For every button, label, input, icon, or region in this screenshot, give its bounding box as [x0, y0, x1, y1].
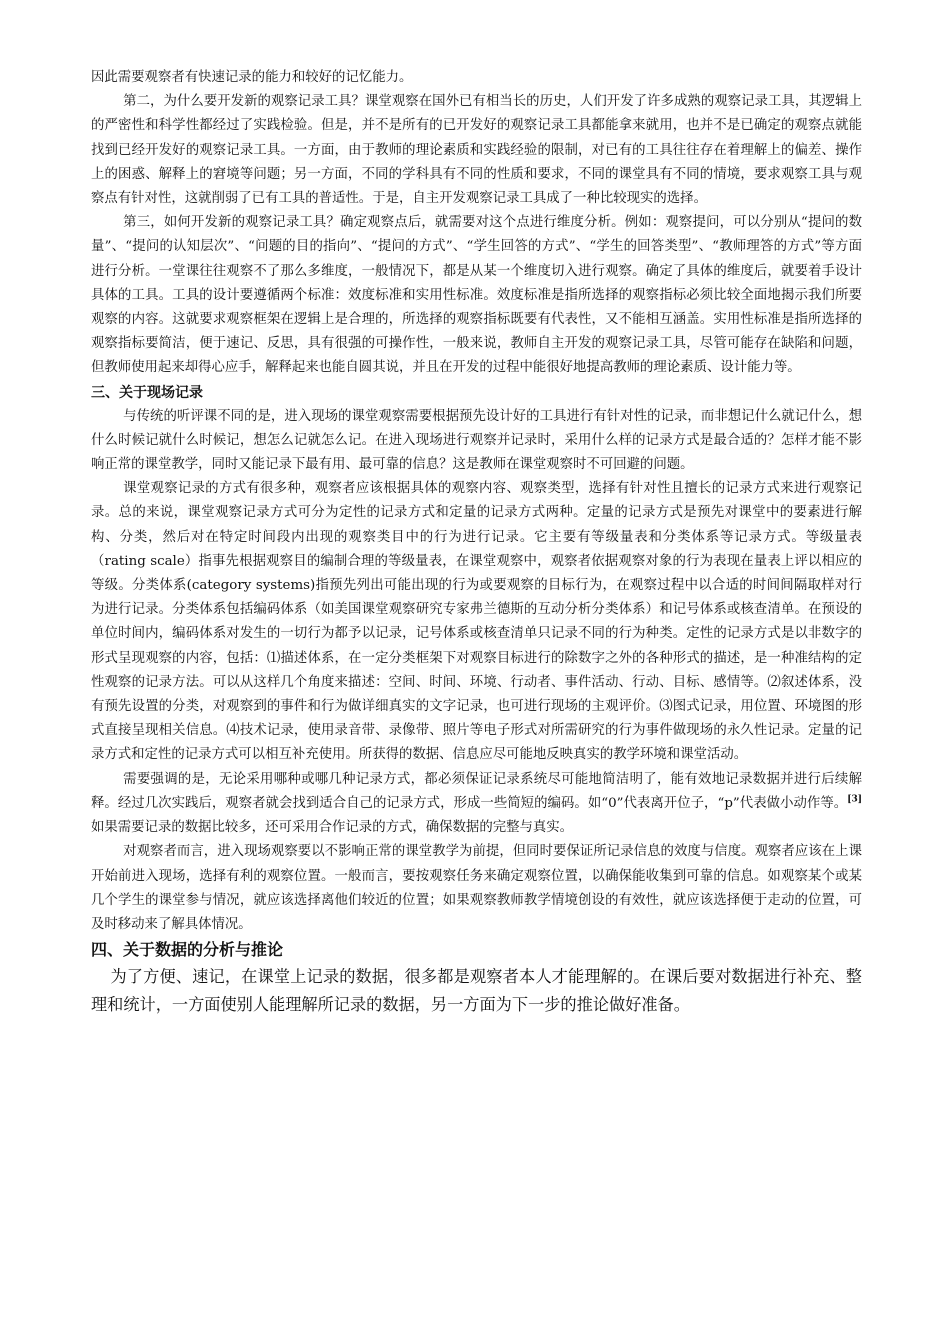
- paragraph-text: 需要强调的是，无论采用哪种或哪几种记录方式，都必须保证记录系统尽可能地简洁明了，能有效地记录数据并进行后续解释。经过几次实践后，观察者就会找到适合自己的记录方式，形成一些简短的编码。如“0”代表离开位子，“p”代表做小动作等。: [91, 771, 862, 811]
- paragraph: 因此需要观察者有快速记录的能力和较好的记忆能力。: [91, 70, 413, 85]
- paragraph: 第三，如何开发新的观察记录工具？确定观察点后，就需要对这个点进行维度分析。例如：观察提问，可以分别从“提问的数量”、“提问的认知层次”、“问题的目的指向”、“提问的方式”、“学生回答的方式”、“学生的回答类型”、“教师理答的方式”等方面进行分析。一堂课往往观察不了那么多维度，一般情况下，都是从某一个维度切入进行观察。确定了具体的维度后，就要着手设计具体的工具。工具的设计要遵循两个标准：效度标准和实用性标准。效度标准是指所选择的观察指标必须比较全面地揭示我们所要观察的内容。这就要求观察框架在逻辑上是合理的，所选择的观察指标既要有代表性，又不能相互涵盖。实用性标准是指所选择的观察指标要简洁，便于速记、反思，具有很强的可操作性，一般来说，教师自主开发的观察记录工具，尽管可能存在缺陷和问题，但教师使用起来却得心应手，解释起来也能自圆其说，并且在开发的过程中能很好地提高教师的理论素质、设计能力等。: [91, 215, 862, 376]
- reference-marker: [3]: [847, 794, 862, 805]
- paragraph: 与传统的听评课不同的是，进入现场的课堂观察需要根据预先设计好的工具进行有针对性的记录，而非想记什么就记什么，想什么时候记就什么时候记，想怎么记就怎么记。在进入现场进行观察并记录时，采用什么样的记录方式是最合适的？怎样才能不影响正常的课堂教学，同时又能记录下最有用、最可靠的信息？这是教师在课堂观察时不可回避的问题。: [91, 408, 862, 473]
- document-body: [91, 66, 862, 1019]
- paragraph-text: 如果需要记录的数据比较多，还可采用合作记录的方式，确保数据的完整与真实。: [91, 820, 574, 836]
- paragraph: 对观察者而言，进入现场观察要以不影响正常的课堂教学为前提，但同时要保证所记录信息的效度与信度。观察者应该在上课开始前进入现场，选择有利的观察位置。一般而言，要按观察任务来确定观察位置，以确保能收集到可靠的信息。如观察某个或某几个学生的课堂参与情况，就应该选择离他们较近的位置；如果观察教师教学情境创设的有效性，就应该选择便于走动的位置，可及时移动来了解具体情况。: [91, 844, 862, 932]
- paragraph: 课堂观察记录的方式有很多种，观察者应该根据具体的观察内容、观察类型，选择有针对性且擅长的记录方式来进行观察记录。总的来说，课堂观察记录方式可分为定性的记录方式和定量的记录方式两种。定量的记录方式是预先对课堂中的要素进行解构、分类，然后对在特定时间段内出现的观察类目中的行为进行记录。它主要有等级量表和分类体系等记录方式。等级量表（rating scale）指事先根据观察目的编制合理的等级量表，在课堂观察中，观察者依据观察对象的行为表现在量表上评以相应的等级。分类体系(category systems)指预先列出可能出现的行为或要观察的目标行为，在观察过程中以合适的时间间隔取样对行为进行记录。分类体系包括编码体系（如美国课堂观察研究专家弗兰德斯的互动分析分类体系）和记号体系或核查清单。在预设的单位时间内，编码体系对发生的一切行为都予以记录，记号体系或核查清单只记录不同的行为种类。定性的记录方式是以非数字的形式呈现观察的内容，包括：⑴描述体系，在一定分类框架下对观察目标进行的除数字之外的各种形式的描述，是一种准结构的定性观察的记录方法。可以从这样几个角度来描述：空间、时间、环境、行动者、事件活动、行动、目标、感情等。⑵叙述体系，没有预先设置的分类，对观察到的事件和行为做详细真实的文字记录，也可进行现场的主观评价。⑶图式记录，用位置、环境图的形式直接呈现相关信息。⑷技术记录，使用录音带、录像带、照片等电子形式对所需研究的行为事件做现场的永久性记录。定量的记录方式和定性的记录方式可以相互补充使用。所获得的数据、信息应尽可能地反映真实的教学环境和课堂活动。: [91, 481, 862, 763]
- section-heading: 四、关于数据的分析与推论: [91, 940, 284, 960]
- paragraph: 为了方便、速记，在课堂上记录的数据，很多都是观察者本人才能理解的。在课后要对数据进行补充、整理和统计，一方面使别人能理解所记录的数据，另一方面为下一步的推论做好准备。: [91, 967, 862, 1015]
- section-heading: 三、关于现场记录: [91, 384, 203, 401]
- paragraph: 第二，为什么要开发新的观察记录工具？课堂观察在国外已有相当长的历史，人们开发了许多成熟的观察记录工具，其逻辑上的严密性和科学性都经过了实践检验。但是，并不是所有的已开发好的观察记录工具都能拿来就用，也并不是已确定的观察点就能找到已经开发好的观察记录工具。一方面，由于教师的理论素质和实践经验的限制，对已有的工具往往存在着理解上的偏差、操作上的困惑、解释上的窘境等问题；另一方面，不同的学科具有不同的性质和要求，不同的课堂具有不同的情境，要求观察工具与观察点有针对性，这就削弱了已有工具的普适性。于是，自主开发观察记录工具成了一种比较现实的选择。: [91, 94, 862, 207]
- paragraph: [91, 768, 862, 841]
